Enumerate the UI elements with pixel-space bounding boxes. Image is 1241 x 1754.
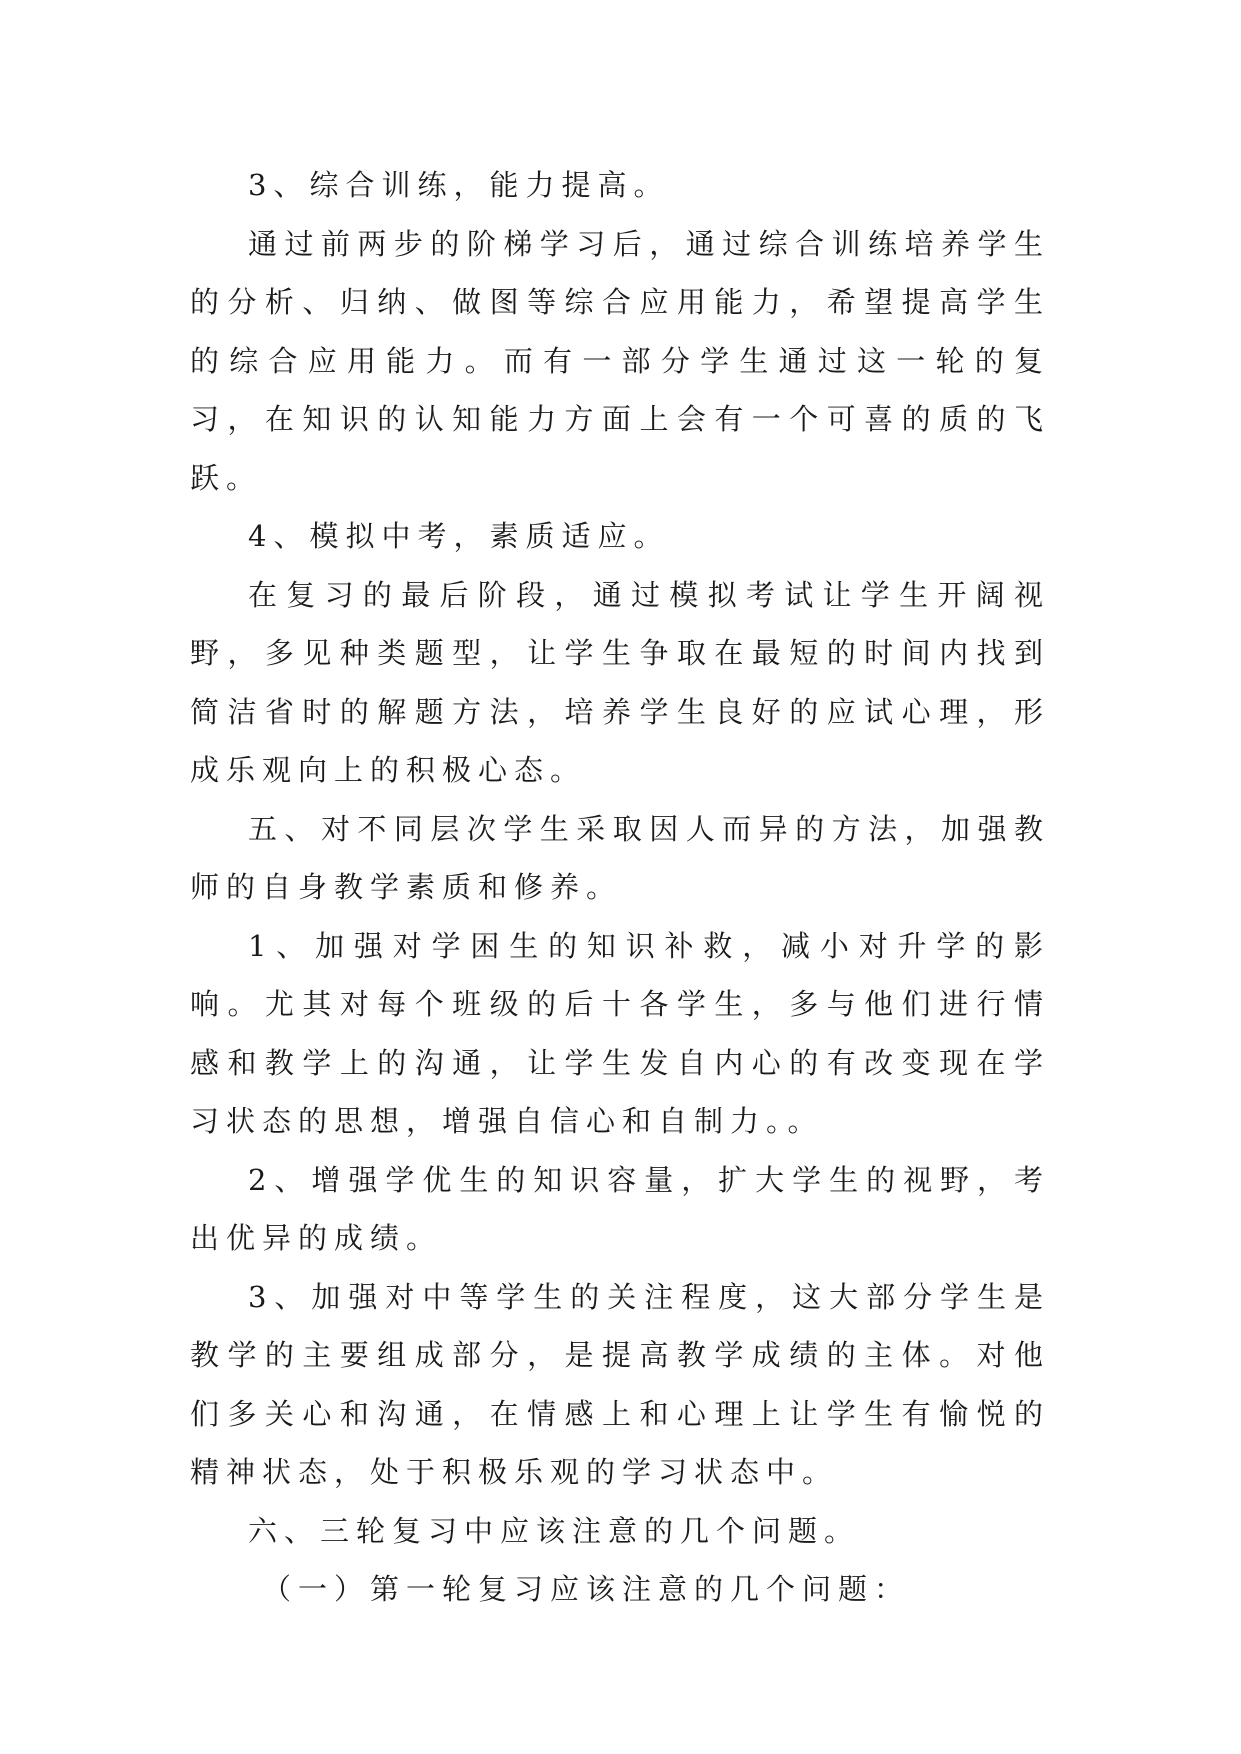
body-paragraph: 通过前两步的阶梯学习后，通过综合训练培养学生的分析、归纳、做图等综合应用能力，希望提高学生的综合应用能力。而有一部分学生通过这一轮的复习，在知识的认知能力方面上会有一个可喜的质的飞跃。 (190, 226, 1050, 495)
list-item-1: 1、加强对学困生的知识补救，减小对升学的影响。尤其对每个班级的后十各学生，多与他们进行情感和教学上的沟通，让学生发自内心的有改变现在学习状态的思想，增强自信心和自制力。。 (190, 928, 1050, 1138)
subsection-heading-first-round: （一）第一轮复习应该注意的几个问题： (262, 1572, 911, 1606)
body-paragraph: 在复习的最后阶段，通过模拟考试让学生开阔视野，多见种类题型，让学生争取在最短的时间内找到简洁省时的解题方法，培养学生良好的应试心理，形成乐观向上的积极心态。 (190, 577, 1050, 787)
section-heading-6: 六、三轮复习中应该注意的几个问题。 (248, 1513, 861, 1548)
document-body (190, 156, 1050, 1619)
list-item-3: 3、加强对中等学生的关注程度，这大部分学生是教学的主要组成部分，是提高教学成绩的主体。对他们多关心和沟通，在情感上和心理上让学生有愉悦的精神状态，处于积极乐观的学习状态中。 (190, 1279, 1050, 1489)
subsection-heading-3: 3、综合训练，能力提高。 (248, 168, 670, 202)
list-item-2: 2、增强学优生的知识容量，扩大学生的视野，考出优异的成绩。 (190, 1162, 1050, 1255)
section-heading-5: 五、对不同层次学生采取因人而异的方法，加强教师的自身教学素质和修养。 (190, 811, 1050, 904)
subsection-heading-4: 4、模拟中考，素质适应。 (248, 519, 670, 553)
